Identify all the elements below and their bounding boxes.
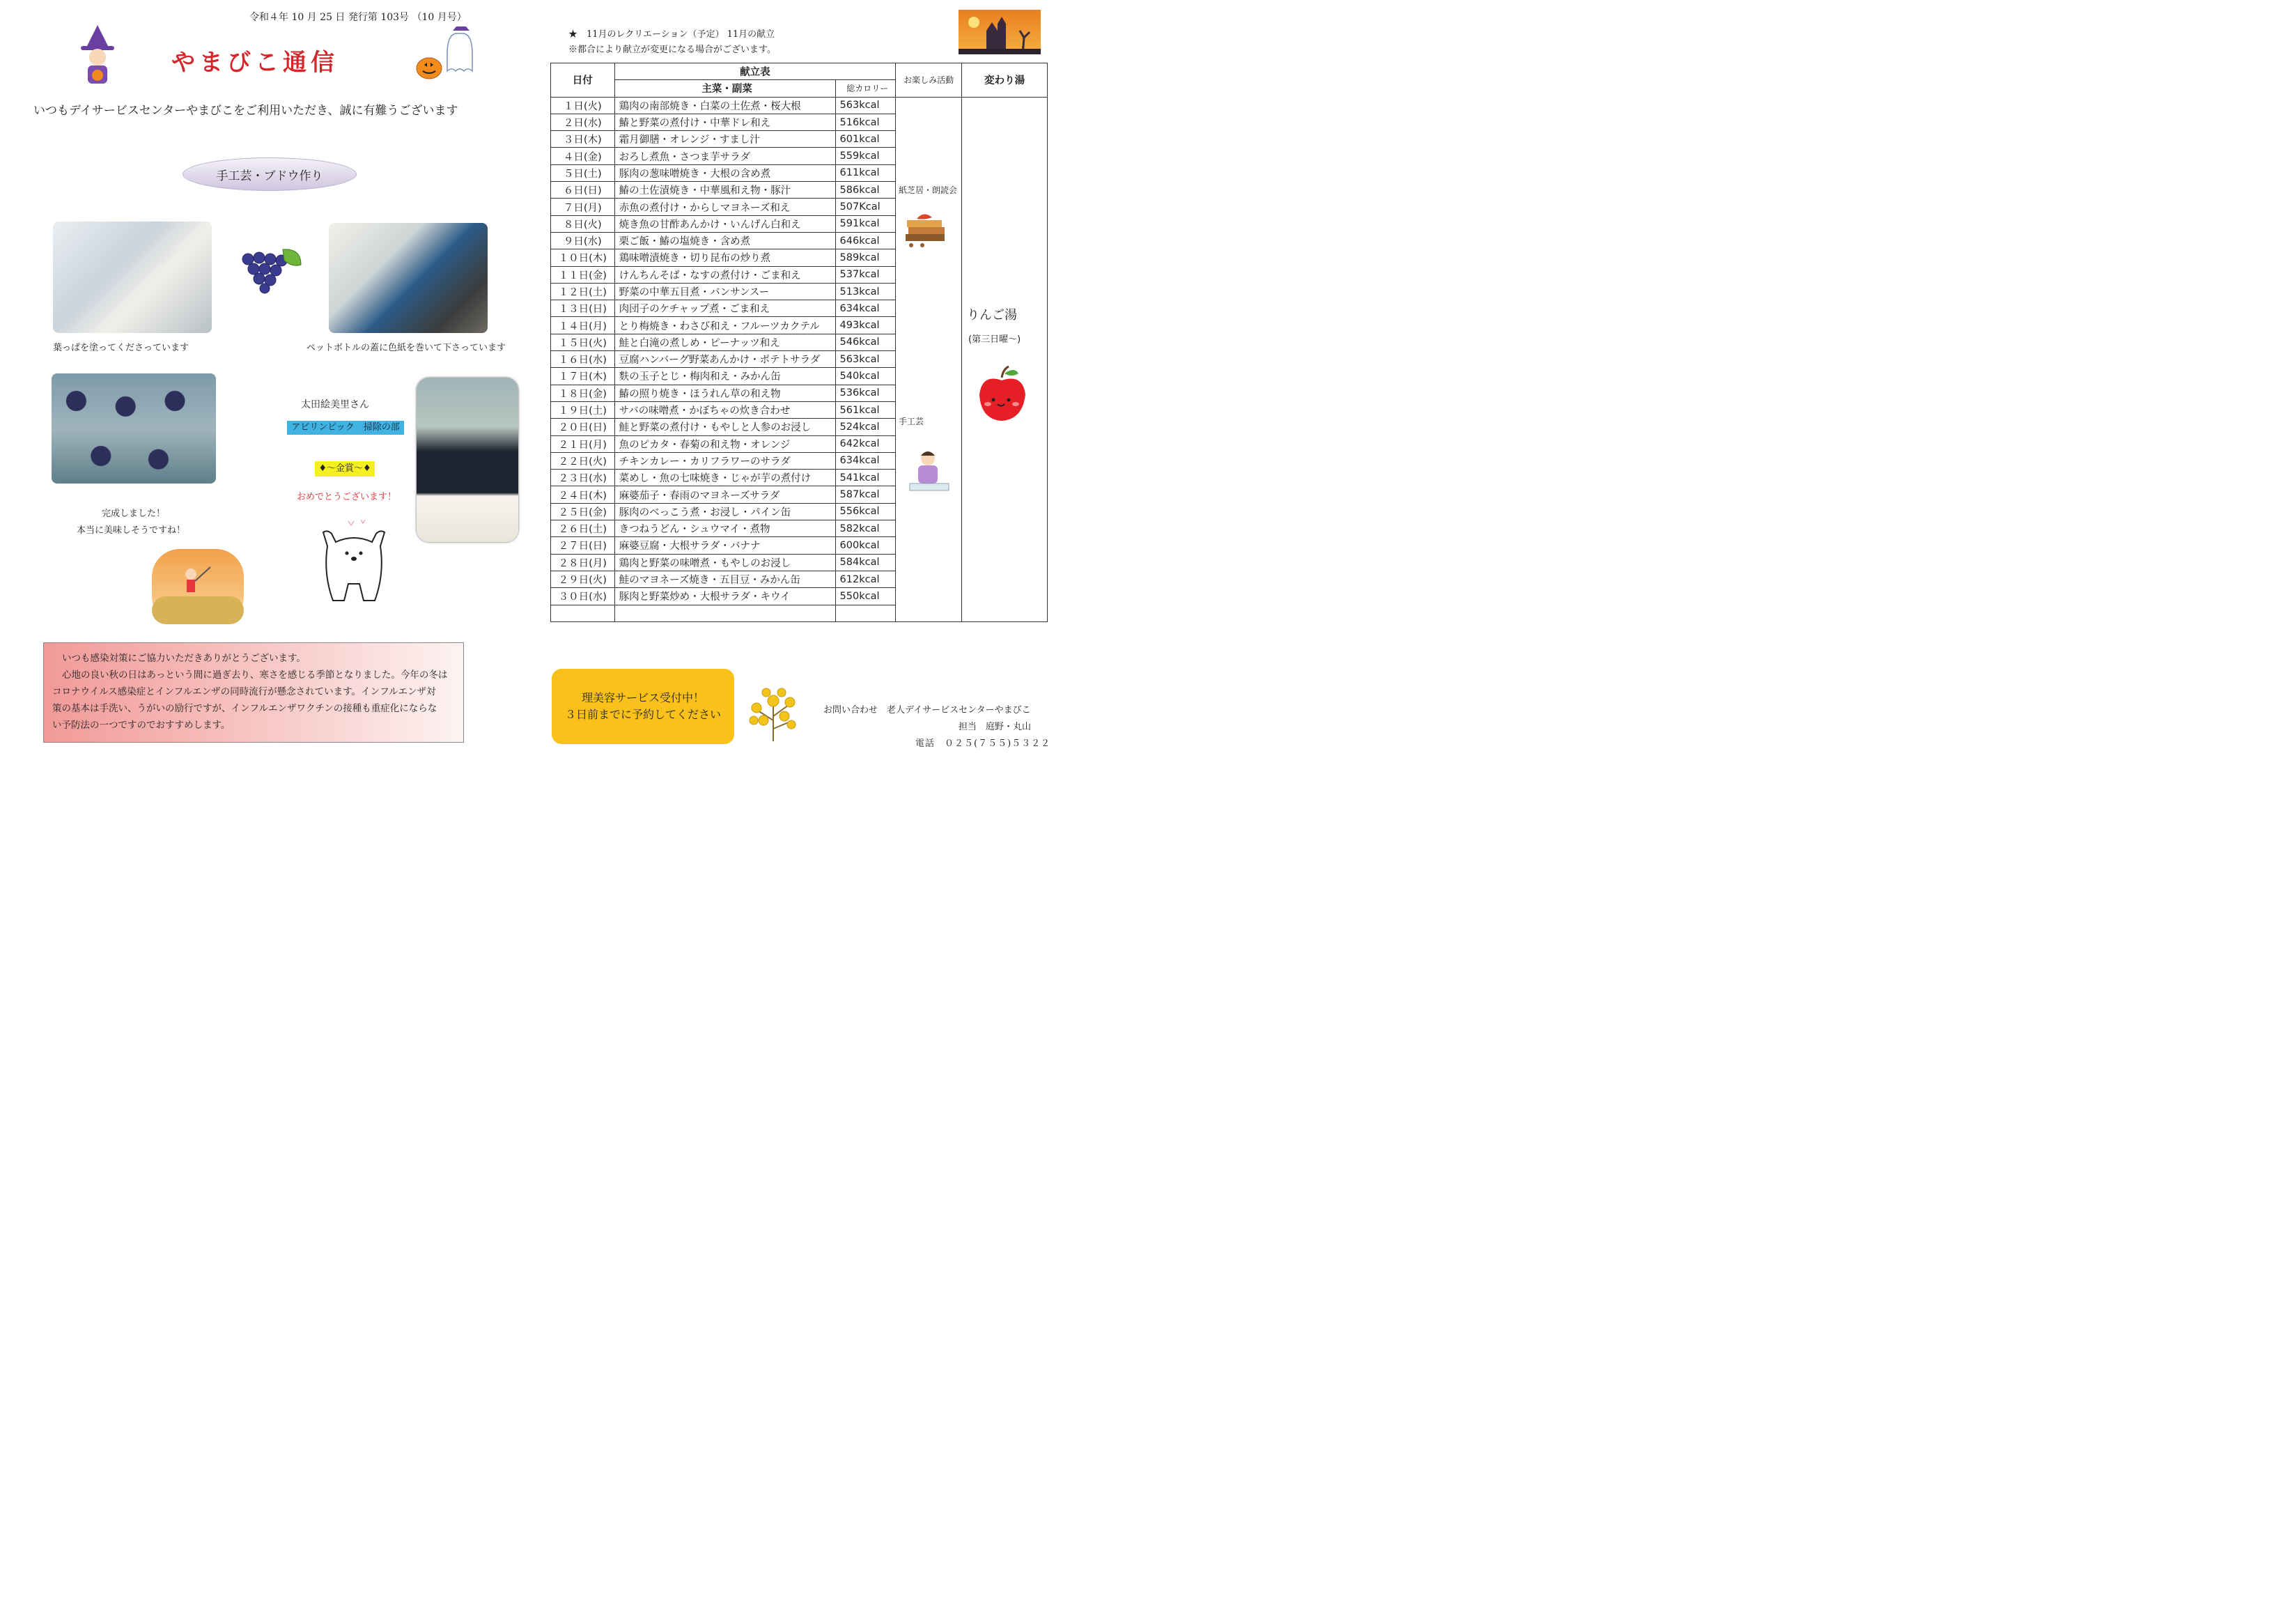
menu-dishes: 鮭と野菜の煮付け・もやしと人参のお浸し xyxy=(614,419,835,435)
menu-calories: 541kcal xyxy=(835,470,896,486)
menu-dishes: 菜めし・魚の七味焼き・じゃが芋の煮付け xyxy=(614,470,835,486)
contact-phone: 電話 ０２５(７５５)５３２２ xyxy=(915,738,1051,749)
caption-delicious: 本当に美味しそうですね！ xyxy=(77,525,186,536)
photo-award-winner xyxy=(417,378,518,542)
menu-calories xyxy=(835,605,896,621)
menu-calories: 587kcal xyxy=(835,486,896,503)
menu-dishes: とり梅焼き・わさび和え・フルーツカクテル xyxy=(614,317,835,334)
activities-column xyxy=(896,97,962,621)
menu-calories: 601kcal xyxy=(835,131,896,148)
menu-date: ２日(水) xyxy=(551,114,615,130)
menu-date: １９日(土) xyxy=(551,401,615,418)
menu-calories: 646kcal xyxy=(835,232,896,249)
menu-date: １５日(火) xyxy=(551,334,615,350)
menu-date: ２０日(日) xyxy=(551,419,615,435)
menu-dishes: 鮭のマヨネーズ焼き・五目豆・みかん缶 xyxy=(614,571,835,587)
menu-dishes: きつねうどん・シュウマイ・煮物 xyxy=(614,520,835,537)
menu-date: ２４日(木) xyxy=(551,486,615,503)
menu-date: ３日(木) xyxy=(551,131,615,148)
notice-line: 心地の良い秋の日はあっという間に過ぎ去り、寒さを感じる季節となりました。今年の冬は xyxy=(62,670,448,681)
menu-date: １６日(水) xyxy=(551,351,615,368)
witch-illustration xyxy=(78,25,117,86)
header-calories: 総カロリー xyxy=(835,80,896,97)
menu-calories: 536kcal xyxy=(835,385,896,401)
caption-finished: 完成しました！ xyxy=(102,509,166,519)
notice-line: い予防法の一つですのでおすすめします。 xyxy=(52,720,231,731)
bath-schedule: (第三日曜～) xyxy=(968,334,1021,345)
diamond-icon: ♦ xyxy=(318,463,327,474)
contact-staff: 担当 庭野・丸山 xyxy=(959,722,1032,732)
award-event-label: アビリンピック 掃除の部 xyxy=(287,421,404,435)
activity-handicraft: 手工芸 xyxy=(899,417,924,426)
header-main-side: 主菜・副菜 xyxy=(614,80,835,97)
menu-calories: 559kcal xyxy=(835,148,896,164)
menu-calories: 493kcal xyxy=(835,317,896,334)
apple-illustration xyxy=(977,364,1028,424)
notice-line: 策の基本は手洗い、うがいの励行ですが、インフルエンザワクチンの接種も重症化にならな xyxy=(52,703,437,714)
menu-dishes: 霜月御膳・オレンジ・すまし汁 xyxy=(614,131,835,148)
craft-section-title xyxy=(183,157,357,191)
menu-calories: 546kcal xyxy=(835,334,896,350)
menu-date: ４日(金) xyxy=(551,148,615,164)
schedule-title: ★ 11月のレクリエーション（予定） 11月の献立 xyxy=(568,29,775,40)
menu-dishes xyxy=(614,605,835,621)
bath-column xyxy=(962,97,1048,621)
photo-coloring-leaves xyxy=(53,222,212,333)
menu-date: １２日(土) xyxy=(551,283,615,300)
award-prize-text: ～金賞～ xyxy=(326,463,363,474)
menu-calories: 634kcal xyxy=(835,452,896,469)
issue-line: 令和４年 10 月 25 日 発行第 103号 （10 月号） xyxy=(249,12,467,23)
menu-date: １日(火) xyxy=(551,97,615,114)
header-activities: お楽しみ活動 xyxy=(896,63,962,98)
grape-illustration xyxy=(240,247,304,294)
menu-calories: 586kcal xyxy=(835,182,896,199)
menu-dishes: 野菜の中華五目煮・バンサンスー xyxy=(614,283,835,300)
menu-date: ２８日(月) xyxy=(551,554,615,571)
menu-date: １４日(月) xyxy=(551,317,615,334)
header-bath: 変わり湯 xyxy=(962,63,1048,98)
menu-dishes: 鶏味噌漬焼き・切り昆布の炒り煮 xyxy=(614,249,835,266)
menu-date: ８日(火) xyxy=(551,215,615,232)
menu-dishes: 栗ご飯・鰆の塩焼き・含め煮 xyxy=(614,232,835,249)
salon-notice xyxy=(552,669,734,744)
salon-line-2: ３日前までに予約してください xyxy=(564,708,721,721)
menu-date: １０日(木) xyxy=(551,249,615,266)
menu-calories: 537kcal xyxy=(835,266,896,283)
menu-dishes: 鶏肉と野菜の味噌煮・もやしのお浸し xyxy=(614,554,835,571)
menu-dishes: 鮭と白滝の煮しめ・ピーナッツ和え xyxy=(614,334,835,350)
bear-illustration xyxy=(320,518,387,605)
menu-dishes: 鰆の照り焼き・ほうれん草の和え物 xyxy=(614,385,835,401)
menu-dishes: おろし煮魚・さつま芋サラダ xyxy=(614,148,835,164)
menu-dishes: 鰆と野菜の煮付け・中華ドレ和え xyxy=(614,114,835,130)
notice-box xyxy=(43,642,464,743)
menu-date xyxy=(551,605,615,621)
crafting-person-illustration xyxy=(904,446,954,495)
award-winner-name: 太田絵美里さん xyxy=(301,399,369,410)
menu-dishes: 麩の玉子とじ・梅肉和え・みかん缶 xyxy=(614,368,835,385)
menu-calories: 563kcal xyxy=(835,351,896,368)
menu-date: ２９日(火) xyxy=(551,571,615,587)
menu-dishes: けんちんそば・なすの煮付け・ごま和え xyxy=(614,266,835,283)
menu-dishes: サバの味噌煮・かぼちゃの炊き合わせ xyxy=(614,401,835,418)
menu-dishes: 鰆の土佐漬焼き・中華風和え物・豚汁 xyxy=(614,182,835,199)
menu-calories: 582kcal xyxy=(835,520,896,537)
menu-calories: 563kcal xyxy=(835,97,896,114)
menu-calories: 589kcal xyxy=(835,249,896,266)
menu-date: ２５日(金) xyxy=(551,503,615,520)
autumn-child-illustration xyxy=(150,548,245,626)
diamond-icon: ♦ xyxy=(363,463,371,474)
award-congrats: おめでとうございます！ xyxy=(297,492,397,502)
header-date: 日付 xyxy=(551,63,615,98)
menu-date: １１日(金) xyxy=(551,266,615,283)
menu-dishes: 魚のピカタ・春菊の和え物・オレンジ xyxy=(614,435,835,452)
menu-dishes: 豆腐ハンバーグ野菜あんかけ・ポテトサラダ xyxy=(614,351,835,368)
notice-line: コロナウイルス感染症とインフルエンザの同時流行が懸念されています。インフルエンザ対 xyxy=(52,686,436,697)
caption-coloring-leaves: 葉っぱを塗ってくださっています xyxy=(53,343,189,353)
menu-dishes: 焼き魚の甘酢あんかけ・いんげん白和え xyxy=(614,215,835,232)
menu-date: ２１日(月) xyxy=(551,435,615,452)
menu-date: ２３日(水) xyxy=(551,470,615,486)
menu-calories: 556kcal xyxy=(835,503,896,520)
menu-calories: 524kcal xyxy=(835,419,896,435)
menu-calories: 634kcal xyxy=(835,300,896,317)
menu-calories: 561kcal xyxy=(835,401,896,418)
menu-calories: 516kcal xyxy=(835,114,896,130)
menu-date: ７日(月) xyxy=(551,199,615,215)
menu-dishes: 豚肉のべっこう煮・お浸し・パイン缶 xyxy=(614,503,835,520)
menu-date: ３０日(水) xyxy=(551,588,615,605)
menu-calories: 584kcal xyxy=(835,554,896,571)
menu-dishes: 赤魚の煮付け・からしマヨネーズ和え xyxy=(614,199,835,215)
menu-calories: 550kcal xyxy=(835,588,896,605)
menu-dishes: 豚肉の葱味噌焼き・大根の含め煮 xyxy=(614,164,835,181)
menu-calories: 611kcal xyxy=(835,164,896,181)
menu-dishes: チキンカレー・カリフラワーのサラダ xyxy=(614,452,835,469)
menu-date: ２６日(土) xyxy=(551,520,615,537)
menu-date: ２２日(火) xyxy=(551,452,615,469)
books-illustration xyxy=(903,210,953,248)
greeting-text: いつもデイサービスセンターやまびこをご利用いただき、誠に有難うございます xyxy=(33,104,458,118)
menu-date: ２７日(日) xyxy=(551,537,615,554)
notice-line: いつも感染対策にご協力いただきありがとうございます。 xyxy=(62,653,306,664)
menu-date: １８日(金) xyxy=(551,385,615,401)
ginkgo-illustration xyxy=(747,686,800,743)
menu-date: １７日(木) xyxy=(551,368,615,385)
menu-calories: 591kcal xyxy=(835,215,896,232)
menu-calories: 612kcal xyxy=(835,571,896,587)
menu-date: ９日(水) xyxy=(551,232,615,249)
menu-dishes: 麻婆豆腐・大根サラダ・バナナ xyxy=(614,537,835,554)
photo-bottle-caps xyxy=(329,223,488,333)
bath-name: りんご湯 xyxy=(967,308,1017,323)
menu-calories: 600kcal xyxy=(835,537,896,554)
salon-line-1: 理美容サービス受付中！ xyxy=(581,691,704,704)
activity-storytelling: 紙芝居・朗読会 xyxy=(899,185,958,195)
menu-body xyxy=(551,97,1048,621)
photo-finished-grapes xyxy=(52,373,216,484)
menu-dishes: 鶏肉の南部焼き・白菜の土佐煮・桜大根 xyxy=(614,97,835,114)
menu-date: ５日(土) xyxy=(551,164,615,181)
header-menu-table: 献立表 xyxy=(614,63,895,80)
menu-date: ６日(日) xyxy=(551,182,615,199)
masthead-title: やまびこ通信 xyxy=(171,49,339,77)
craft-section-title-text: 手工芸・ブドウ作り xyxy=(216,169,323,183)
menu-dishes: 豚肉と野菜炒め・大根サラダ・キウイ xyxy=(614,588,835,605)
menu-calories: 507Kcal xyxy=(835,199,896,215)
menu-calories: 540kcal xyxy=(835,368,896,385)
menu-date: １３日(日) xyxy=(551,300,615,317)
menu-dishes: 肉団子のケチャップ煮・ごま和え xyxy=(614,300,835,317)
haunted-house-illustration xyxy=(959,10,1041,54)
menu-calories: 642kcal xyxy=(835,435,896,452)
caption-bottle-caps: ペットボトルの蓋に色紙を巻いて下さっています xyxy=(307,343,506,353)
menu-calories: 513kcal xyxy=(835,283,896,300)
schedule-note: ※都合により献立が変更になる場合がございます。 xyxy=(568,45,776,55)
menu-dishes: 麻婆茄子・春雨のマヨネーズサラダ xyxy=(614,486,835,503)
pumpkin-ghost-illustration xyxy=(415,26,485,82)
contact-inquiry: お問い合わせ 老人デイサービスセンターやまびこ xyxy=(823,705,1031,716)
award-prize-label xyxy=(315,461,375,477)
menu-row xyxy=(551,97,1048,114)
